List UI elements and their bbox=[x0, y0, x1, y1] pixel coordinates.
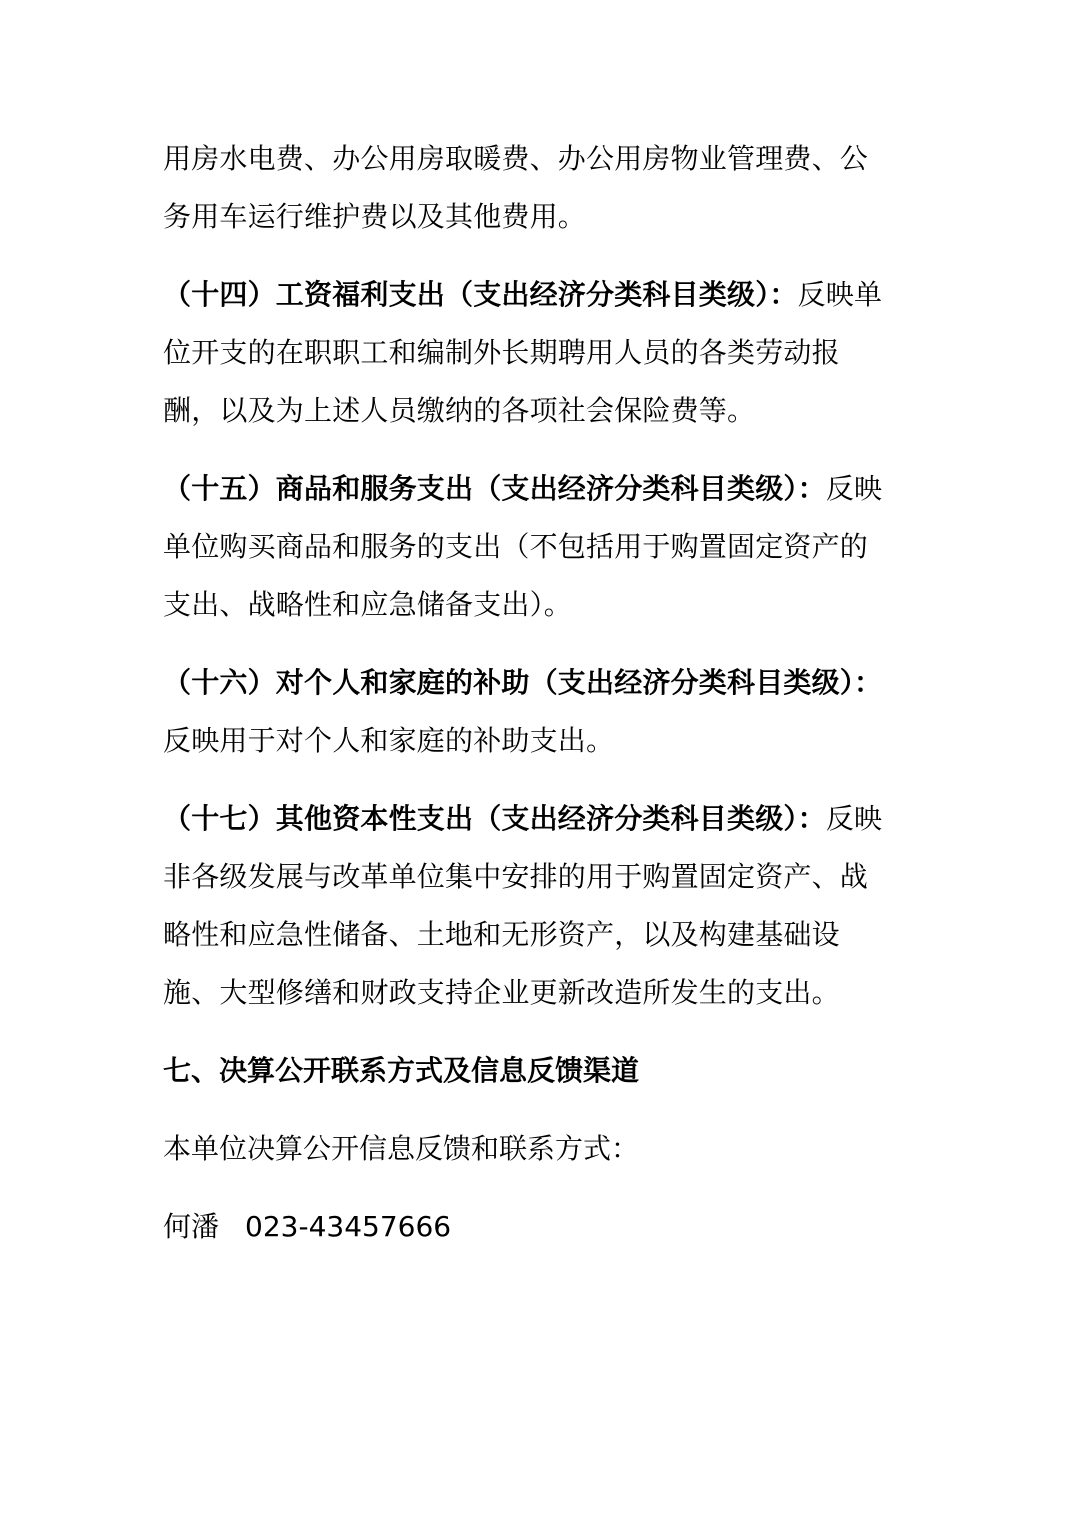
item-15-body: 反映单位购买商品和服务的支出（不包括用于购置固定资产的支出、战略性和应急储备支出）。 bbox=[163, 472, 883, 621]
item-14 bbox=[163, 266, 893, 440]
document-page bbox=[163, 130, 893, 1276]
item-17-title: （十七）其他资本性支出（支出经济分类科目类级）： bbox=[163, 802, 826, 835]
contact-line bbox=[163, 1198, 893, 1256]
item-17-body: 反映非各级发展与改革单位集中安排的用于购置固定资产、战略性和应急性储备、土地和无形资产，以及构建基础设施、大型修缮和财政支持企业更新改造所发生的支出。 bbox=[163, 802, 883, 1009]
section-heading: 七、决算公开联系方式及信息反馈渠道 bbox=[163, 1054, 640, 1087]
item-17 bbox=[163, 790, 893, 1022]
item-15 bbox=[163, 460, 893, 634]
item-15-title: （十五）商品和服务支出（支出经济分类科目类级）： bbox=[163, 472, 826, 505]
item-14-body: 反映单位开支的在职职工和编制外长期聘用人员的各类劳动报酬，以及为上述人员缴纳的各项社会保险费等。 bbox=[163, 278, 883, 427]
paragraph-continued: 用房水电费、办公用房取暖费、办公用房物业管理费、公务用车运行维护费以及其他费用。 bbox=[163, 142, 869, 233]
item-16 bbox=[163, 654, 893, 770]
contact-intro: 本单位决算公开信息反馈和联系方式： bbox=[163, 1132, 640, 1165]
item-16-body: 反映用于对个人和家庭的补助支出。 bbox=[163, 724, 615, 757]
item-16-title: （十六）对个人和家庭的补助（支出经济分类科目类级）： bbox=[163, 666, 883, 699]
item-14-title: （十四）工资福利支出（支出经济分类科目类级）： bbox=[163, 278, 798, 311]
contact-name: 何潘 bbox=[163, 1210, 220, 1243]
contact-phone: 023-43457666 bbox=[245, 1210, 452, 1243]
